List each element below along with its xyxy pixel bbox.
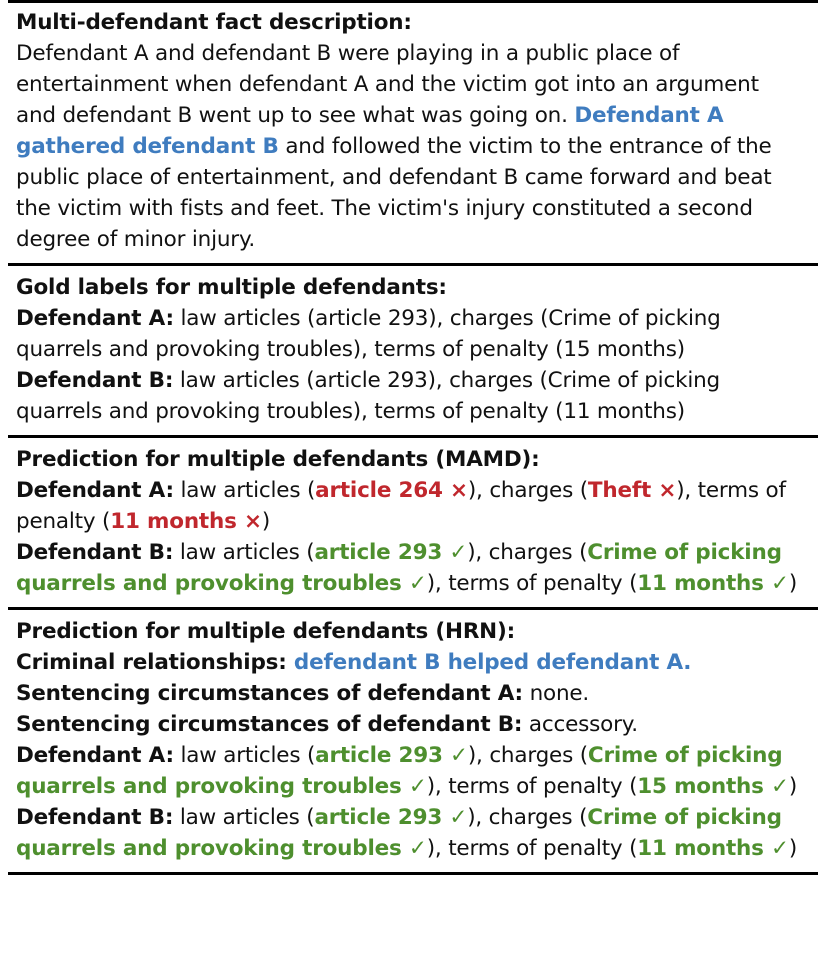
hrn-b-charge-correct: Crime of picking [587, 805, 782, 830]
hrn-text: law articles ( [173, 805, 315, 830]
fact-section [8, 3, 818, 263]
hrn-text: ) [788, 836, 798, 861]
mamd-b-charge-correct: quarrels and provoking troubles ✓ [16, 571, 427, 596]
fact-highlight: Defendant A [574, 103, 724, 128]
hrn-b-charge-correct: quarrels and provoking troubles ✓ [16, 836, 427, 861]
hrn-circumstance-a-line [16, 678, 812, 709]
defendant-b-label: Defendant B: [16, 368, 174, 393]
hrn-a-charge-correct: quarrels and provoking troubles ✓ [16, 774, 427, 799]
defendant-b-label: Defendant B: [16, 540, 174, 565]
gold-b-text: law articles (article 293), charges (Crime of picking [173, 368, 720, 393]
gold-a-line-2: quarrels and provoking troubles), terms of penalty (15 months) [16, 337, 685, 362]
relationship-value: defendant B helped defendant A. [286, 650, 692, 675]
circumstance-b-value: accessory. [522, 712, 638, 737]
mamd-b-charge-correct: Crime of picking [587, 540, 782, 565]
hrn-b-line-2 [16, 833, 812, 864]
mamd-b-penalty-correct: 11 months ✓ [637, 571, 789, 596]
hrn-text: law articles ( [173, 743, 316, 768]
mamd-a-line-2 [16, 506, 812, 537]
mamd-text: law articles ( [173, 540, 315, 565]
mamd-text: ), terms of [676, 478, 786, 503]
circumstance-a-label: Sentencing circumstances of defendant A: [16, 681, 523, 706]
mamd-section [8, 438, 818, 607]
mamd-text: penalty ( [16, 509, 111, 534]
hrn-text: ), terms of penalty ( [426, 774, 638, 799]
hrn-b-line-1 [16, 802, 812, 833]
mamd-text: ), charges ( [467, 540, 588, 565]
hrn-section [8, 610, 818, 872]
fact-line-7: degree of minor injury. [16, 227, 256, 252]
hrn-circumstance-b-line [16, 709, 812, 740]
mamd-text: law articles ( [173, 478, 316, 503]
hrn-a-charge-correct: Crime of picking [587, 743, 783, 768]
hrn-b-article-correct: article 293 ✓ [314, 805, 468, 830]
hrn-text: ) [788, 774, 798, 799]
defendant-a-label: Defendant A: [16, 478, 174, 503]
mamd-b-article-correct: article 293 ✓ [314, 540, 468, 565]
gold-section [8, 266, 818, 435]
mamd-text: ) [788, 571, 798, 596]
mamd-text: ), terms of penalty ( [426, 571, 638, 596]
figure-table [8, 0, 818, 875]
gold-a-text: law articles (article 293), charges (Crime of picking [173, 306, 721, 331]
defendant-a-label: Defendant A: [16, 743, 174, 768]
hrn-a-line-2 [16, 771, 812, 802]
fact-line-6: the victim with fists and feet. The victim's injury constituted a second [16, 196, 753, 221]
fact-text: and followed the victim to the entrance of the [278, 134, 772, 159]
hrn-a-penalty-correct: 15 months ✓ [637, 774, 789, 799]
hrn-a-line-1 [16, 740, 812, 771]
hrn-text: ), charges ( [467, 743, 588, 768]
fact-line-1: Defendant A and defendant B were playing in a public place of [16, 41, 680, 66]
fact-text: and defendant B went up to see what was going on. [16, 103, 575, 128]
hrn-relationship-line [16, 647, 812, 678]
relationship-label: Criminal relationships: [16, 650, 287, 675]
fact-heading: Multi-defendant fact description: [16, 10, 412, 35]
defendant-b-label: Defendant B: [16, 805, 174, 830]
hrn-a-article-correct: article 293 ✓ [315, 743, 468, 768]
gold-heading: Gold labels for multiple defendants: [16, 275, 447, 300]
hrn-b-penalty-correct: 11 months ✓ [637, 836, 789, 861]
mamd-a-line-1 [16, 475, 812, 506]
mamd-text: ), charges ( [467, 478, 588, 503]
fact-line-4 [16, 131, 812, 162]
gold-b-line-2: quarrels and provoking troubles), terms of penalty (11 months) [16, 399, 685, 424]
mamd-text: ) [261, 509, 271, 534]
fact-highlight: gathered defendant B [16, 134, 279, 159]
circumstance-b-label: Sentencing circumstances of defendant B: [16, 712, 523, 737]
hrn-text: ), charges ( [467, 805, 588, 830]
fact-line-5: public place of entertainment, and defendant B came forward and beat [16, 165, 772, 190]
mamd-a-article-wrong: article 264 × [315, 478, 468, 503]
defendant-a-label: Defendant A: [16, 306, 174, 331]
fact-line-3 [16, 100, 812, 131]
hrn-heading: Prediction for multiple defendants (HRN): [16, 619, 515, 644]
bottom-rule [8, 872, 818, 875]
mamd-heading: Prediction for multiple defendants (MAMD): [16, 447, 540, 472]
gold-b-line-1 [16, 365, 812, 396]
circumstance-a-value: none. [522, 681, 590, 706]
fact-line-2: entertainment when defendant A and the victim got into an argument [16, 72, 759, 97]
gold-a-line-1 [16, 303, 812, 334]
hrn-text: ), terms of penalty ( [426, 836, 638, 861]
mamd-b-line-2 [16, 568, 812, 599]
mamd-a-charge-wrong: Theft × [587, 478, 677, 503]
mamd-a-penalty-wrong: 11 months × [110, 509, 262, 534]
mamd-b-line-1 [16, 537, 812, 568]
